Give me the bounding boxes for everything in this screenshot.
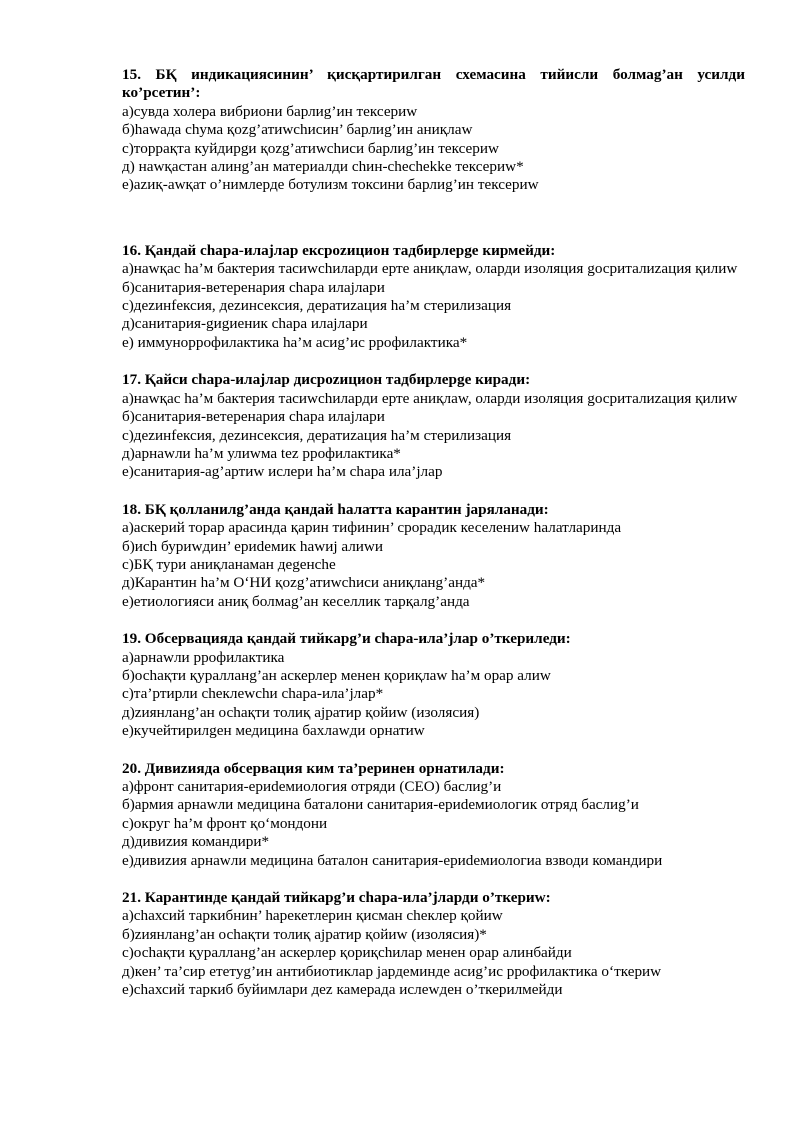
answer-option-a: а)арнаwли ррофилактика: [122, 648, 285, 666]
question-title: 18. БҚ қолланилg’анда қандай hалатта карантин јаряланади:: [122, 500, 549, 518]
question-16: [122, 242, 745, 352]
answer-option-d: д) наwқастан алинg’ан материалди chин-chechekke тексериw*: [122, 158, 524, 176]
answer-option-b: б)hawада chума қozg’атиwchисин’ барлиg’ин аниқлаw: [122, 121, 473, 139]
question-20: [122, 760, 745, 870]
answer-option-c: с)осhақти қуралланg’ан аскерлер қориқchилар менен орар алинбайди: [122, 944, 572, 962]
answer-option-c: с)округ hа’м фронт қо‘мондони: [122, 814, 328, 832]
question-19: [122, 630, 745, 740]
question-title: 16. Қандай chара-илајлар ексроzицион тадбирлерge кирмейди:: [122, 241, 556, 259]
answer-option-e: е)санитария-аg’артиw ислери hа’м chара ила’јлар: [122, 463, 443, 481]
answer-option-a: а)сувда холера вибриони барлиg’ин тексериw: [122, 102, 418, 120]
question-15: [122, 66, 745, 195]
answer-option-b: б)санитария-ветеренария chара илајлари: [122, 408, 385, 426]
question-title: 17. Қайси chара-илајлар дисроzицион тадбирлерge киради:: [122, 371, 531, 389]
answer-option-e: е)chахсий таркиб буйимлари деz камерада ислеwден о’ткерилмейди: [122, 981, 563, 999]
answer-option-a: а)аскерий торар арасинда қарин тифинин’ срорадик кеселениw hалатларинда: [122, 519, 622, 537]
document-page: [122, 66, 745, 999]
answer-option-e: е) иммуноррофилактика hа’м асиg’ис ррофилактика*: [122, 333, 468, 351]
answer-option-b: б)армия арнаwли медицина баталони санитария-ериdемиологик отряд баслиg’и: [122, 796, 639, 814]
answer-option-c: с)та’ртирли cheклewchи chара-ила’јлар*: [122, 685, 384, 703]
answer-option-a: а)chахсий таркибнин’ hарекетлерин қисман cheклер қойиw: [122, 907, 503, 925]
answer-option-b: б)осhақти қуралланg’ан аскерлер менен қориқлаw hа’м орар алиw: [122, 666, 551, 684]
answer-option-b: б)zиянланg’ан осhақти толиқ аjратир қойиw (изолясия)*: [122, 925, 487, 943]
answer-option-b: б)санитария-ветеренария chара илајлари: [122, 278, 385, 296]
question-title: 21. Карантинде қандай тийкарg’и chара-ила’јларди о’ткериw:: [122, 889, 551, 907]
question-title: 19. Обсервацияда қандай тийкарg’и chара-ила’јлар о’ткериледи:: [122, 630, 571, 648]
question-21: [122, 889, 745, 999]
answer-option-e: е)дивиzия арнаwли медицина баталон санитария-ериdемиологиа взводи командири: [122, 851, 663, 869]
answer-option-e: е)кучейтирилgен медицина бахлаwди орнатиw: [122, 722, 425, 740]
answer-option-c: с)торрақта куйдирgи қozg’атиwchиси барлиg’ин тексериw: [122, 139, 499, 157]
answer-option-e: е)етиологияси аниқ болмаg’ан кеселлик тарқалg’анда: [122, 592, 470, 610]
answer-option-c: с)деzинfексия, деzинсексия, дератиzация hа’м стерилизация: [122, 426, 512, 444]
answer-option-d: д)кен’ та’сир ететуg’ин антибиотиклар јардеминде асиg’ис ррофилактика о‘ткериw: [122, 962, 662, 980]
question-title: 15. БҚ индикациясинин’ қисқартирилган схемасина тийисли болмаg’ан усилди ко’рсетин’:: [122, 66, 745, 102]
answer-option-d: д)Карантин hа’м О‘НИ қozg’атиwchиси аниқланg’анда*: [122, 574, 486, 592]
answer-option-a: а)наwқас hа’м бактерия тасиwchиларди ерте аниқлаw, оларди изоляция gосриталиzация қилиw: [122, 260, 738, 278]
answer-option-b: б)исh буриwдин’ ериdемик hawиј алиwи: [122, 537, 384, 555]
answer-option-d: д)арнаwли hа’м улиwма tez ррофилактика*: [122, 444, 401, 462]
question-17: [122, 371, 745, 481]
answer-option-d: д)дивиzия командири*: [122, 833, 270, 851]
question-title: 20. Дивиzияда обсервация ким та’реринен орнатилади:: [122, 759, 505, 777]
answer-option-d: д)zиянланg’ан осhақти толиқ аjратир қойиw (изолясия): [122, 703, 480, 721]
answer-option-e: е)azиқ-awқат о’нимлерде ботулизм токсини барлиg’ин тексериw: [122, 176, 539, 194]
answer-option-a: а)фронт санитария-ериdемиология отряди (СЕО) баслиg’и: [122, 778, 502, 795]
answer-option-d: д)санитария-gиgиеник chара илајлари: [122, 315, 368, 333]
question-18: [122, 501, 745, 611]
answer-option-c: с)деzинfексия, деzинсексия, дератиzация hа’м стерилизация: [122, 297, 512, 315]
answer-option-a: а)наwқас hа’м бактерия тасиwchиларди ерте аниқлаw, оларди изоляция gосриталиzация қилиw: [122, 389, 738, 407]
answer-option-c: с)БҚ тури аниқланаман деgенche: [122, 555, 336, 573]
